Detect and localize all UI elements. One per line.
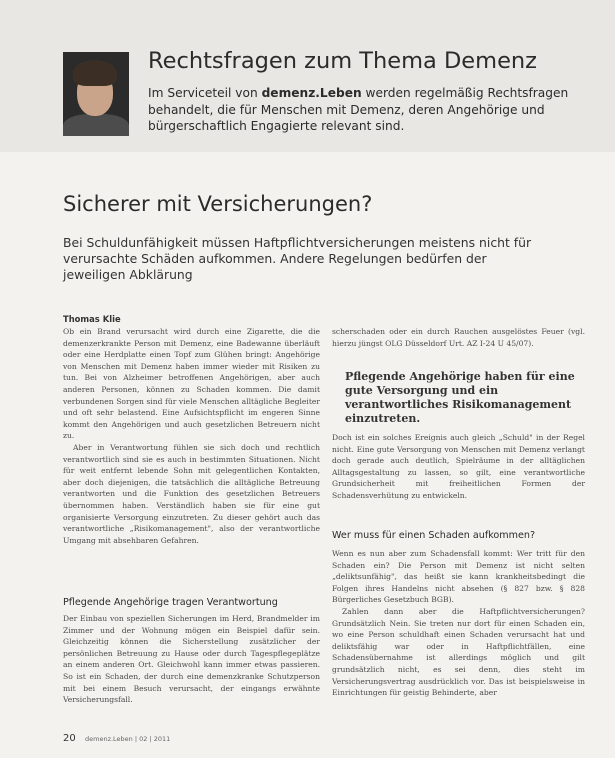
page-number: 20 bbox=[63, 733, 76, 744]
footer-source: demenz.Leben | 02 | 2011 bbox=[85, 735, 171, 743]
series-intro bbox=[148, 85, 593, 135]
col2-body bbox=[332, 548, 585, 699]
col1-paragraph-3: Der Einbau von speziellen Sicherungen im Herd, Brandmelder im Zimmer und der Wohnung mögen ein Beispiel dafür sein. Gleichzeitig können die Sicherstellung zusätzlicher der persönlichen Betreuung zu Hause oder durch Tagespflegeplätze an einem anderen Ort. Gleichwohl kann immer etwas passieren. So ist ein Schaden, der durch eine demenzkranke Schutzperson mit bei einem Besuch verursacht, der eingangs erwähnte Versicherungsfall. bbox=[63, 614, 320, 705]
series-title: Rechtsfragen zum Thema Demenz bbox=[148, 48, 537, 74]
author-portrait bbox=[63, 52, 129, 136]
column-left bbox=[63, 326, 320, 546]
article-lead: Bei Schuldunfähigkeit müssen Haftpflichtversicherungen meistens nicht für verursachte Schäden aufkommen. Andere Regelungen bedürfen der jeweiligen Abklärung bbox=[63, 235, 532, 282]
column-right bbox=[332, 326, 585, 349]
col2-paragraph-1: scherschaden oder ein durch Rauchen ausgelöstes Feuer (vgl. hierzu jüngst OLG Düsseldorf Urt. AZ I-24 U 45/07). bbox=[332, 327, 585, 348]
page-footer bbox=[63, 733, 323, 745]
header-band bbox=[0, 0, 615, 152]
col1-paragraph-2: Aber in Verantwortung fühlen sie sich doch und rechtlich verantwortlich sind sie es auch in bestimmten Situationen. Nicht für weit entfernt lebende Sohn mit gelegentlichen Kontakten, aber doch diejenigen, die tatsächlich die alltägliche Betreuung verantworten und die Funktion des gesetzlichen Betreuers übernommen haben. Verständlich haben sie für eine gut organisierte Versorgung einzutreten. Zu dieser gehört auch das verantwortliche „Risikomanagement", also der verantwortliche Umgang mit absehbaren Gefahren. bbox=[63, 442, 320, 545]
portrait-hair bbox=[73, 60, 117, 86]
intro-brand: demenz.Leben bbox=[261, 86, 362, 100]
col2-subhead-wrap bbox=[332, 530, 535, 541]
article-title: Sicherer mit Versicherungen? bbox=[63, 192, 373, 216]
portrait-shoulders bbox=[63, 114, 129, 136]
col2-paragraph-4: Zahlen dann aber die Haftpflichtversicherungen? Grundsätzlich Nein. Sie treten nur dort für einen Schaden ein, wo eine Person schuldhaft einen Schaden verursacht hat und deliktsfähig war oder in Haftpflichtfällen, eine Schadensübernahme ist allerdings möglich und gilt grundsätzlich nicht, es sei denn, dies steht im Versicherungsvertrag ausdrücklich vor. Das ist beispielsweise in Einrichtungen für geistig Behinderte, aber bbox=[332, 606, 585, 698]
author-name: Thomas Klie bbox=[63, 314, 121, 324]
col2-paragraph-2: Doch ist ein solches Ereignis auch gleich „Schuld" in der Regel nicht. Eine gute Versorgung von Menschen mit Demenz verlangt doch gerade auch deutlich, Spielräume in der alltäglichen Alltagsgestaltung zu lassen, so gilt, eine verantwortliche Grundsicherheit mit freiheitlichen Formen der Schadensverhütung zu entwickeln. bbox=[332, 433, 585, 500]
intro-after: werden regelmäßig Rechtsfragen behandelt, die für Menschen mit Demenz, deren Angehörige und bürgerschaftlich Engagierte relevant sind. bbox=[148, 86, 569, 133]
col1-subhead: Pflegende Angehörige tragen Verantwortung bbox=[63, 597, 278, 608]
col2-subhead: Wer muss für einen Schaden aufkommen? bbox=[332, 530, 536, 541]
pull-quote: Pflegende Angehörige haben für eine gute Versorgung und ein verantwortliches Risikomanagement einzutreten. bbox=[345, 370, 575, 425]
col2-paragraph-3: Wenn es nun aber zum Schadensfall kommt: Wer tritt für den Schaden ein? Die Person mit Demenz ist nicht selten „deliktsunfähig", das heißt sie kann krankheitsbedingt die Folgen ihres Handelns nicht absehen (§ 827 bzw. § 828 Bürgerliches Gesetzbuch BGB). bbox=[332, 549, 585, 605]
col1-paragraph-1: Ob ein Brand verursacht wird durch eine Zigarette, die die demenzerkrankte Person mit Demenz, eine Badewanne überläuft oder eine Herdplatte einen Topf zum Glühen bringt: Angehörige von Menschen mit Demenz haben immer wieder mit Risiken zu tun. Bei von Alzheimer betroffenen Angehörigen, aber auch anderen Personen, können zu Schaden kommen. Die damit verbundenen Sorgen sind für viele Menschen alltägliche Begleiter und oft sehr belastend. Eine Aufsichtspflicht im engeren Sinne kommt den Angehörigen und auch gesetzlichen Betreuern nicht zu. bbox=[63, 327, 320, 441]
intro-before: Im Serviceteil von bbox=[148, 86, 262, 100]
col1-subhead-wrap bbox=[63, 597, 320, 713]
